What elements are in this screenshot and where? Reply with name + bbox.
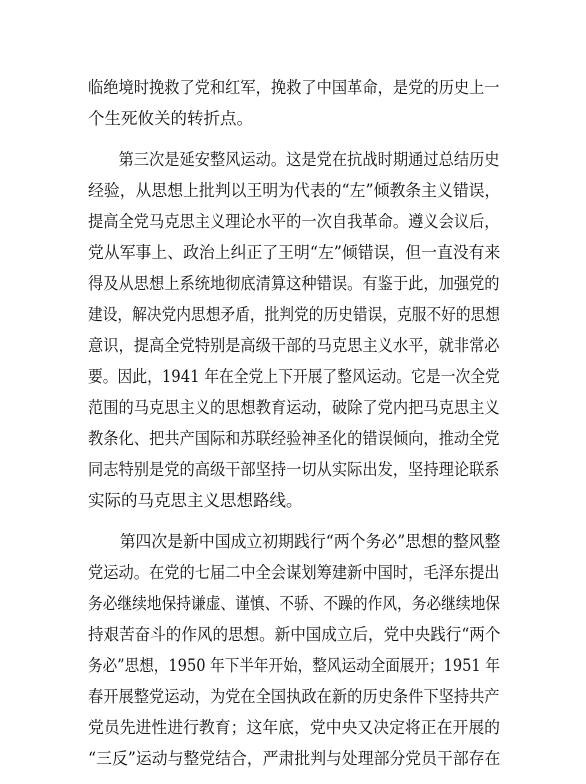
text-line: 要。因此，1941 年在全党上下开展了整风运动。它是一次全党 [88, 367, 500, 386]
paragraph [88, 144, 500, 516]
text-line: “三反”运动与整党结合，严肃批判与处理部分党员干部存在 [88, 749, 501, 768]
text-line: 务必”思想，1950 年下半年开始，整风运动全面展开；1951 年 [88, 656, 500, 675]
paragraph [88, 526, 500, 774]
text-line: 党员先进性进行教育；这年底，党中央又决定将正在开展的 [88, 718, 501, 737]
text-line: 同志特别是党的高级干部坚持一切从实际出发，坚持理论联系 [88, 460, 500, 479]
text-line: 意识，提高全党特别是高级干部的马克思主义水平，就非常必 [88, 336, 500, 355]
text-line: 范围的马克思主义的思想教育运动，破除了党内把马克思主义 [88, 398, 500, 417]
text-line: 提高全党马克思主义理论水平的一次自我革命。遵义会议后， [88, 212, 500, 231]
text-line: 务必继续地保持谦虚、谨慎、不骄、不躁的作风，务必继续地保 [88, 594, 501, 613]
paragraph [88, 72, 500, 134]
text-line: 第四次是新中国成立初期践行“两个务必”思想的整风整 [88, 532, 501, 551]
text-line: 教条化、把共产国际和苏联经验神圣化的错误倾向，推动全党 [88, 429, 500, 448]
text-line: 建设，解决党内思想矛盾，批判党的历史错误，克服不好的思想 [88, 305, 501, 324]
text-line: 春开展整党运动，为党在全国执政在新的历史条件下坚持共产 [88, 687, 500, 706]
text-line: 临绝境时挽救了党和红军，挽救了中国革命，是党的历史上一 [88, 78, 500, 97]
text-line: 持艰苦奋斗的作风的思想。新中国成立后，党中央践行“两个 [88, 625, 501, 644]
text-line: 经验，从思想上批判以王明为代表的“左”倾教条主义错误， [88, 181, 501, 200]
text-line: 党运动。在党的七届二中全会谋划筹建新中国时，毛泽东提出 [88, 563, 500, 582]
text-line: 第三次是延安整风运动。这是党在抗战时期通过总结历史 [88, 150, 500, 169]
text-line: 个生死攸关的转折点。 [88, 109, 253, 128]
text-line: 实际的马克思主义思想路线。 [88, 491, 303, 510]
body-text [88, 72, 500, 784]
text-line: 得及从思想上系统地彻底清算这种错误。有鉴于此，加强党的 [88, 274, 500, 293]
text-line: 党从军事上、政治上纠正了王明“左”倾错误，但一直没有来 [88, 243, 501, 262]
